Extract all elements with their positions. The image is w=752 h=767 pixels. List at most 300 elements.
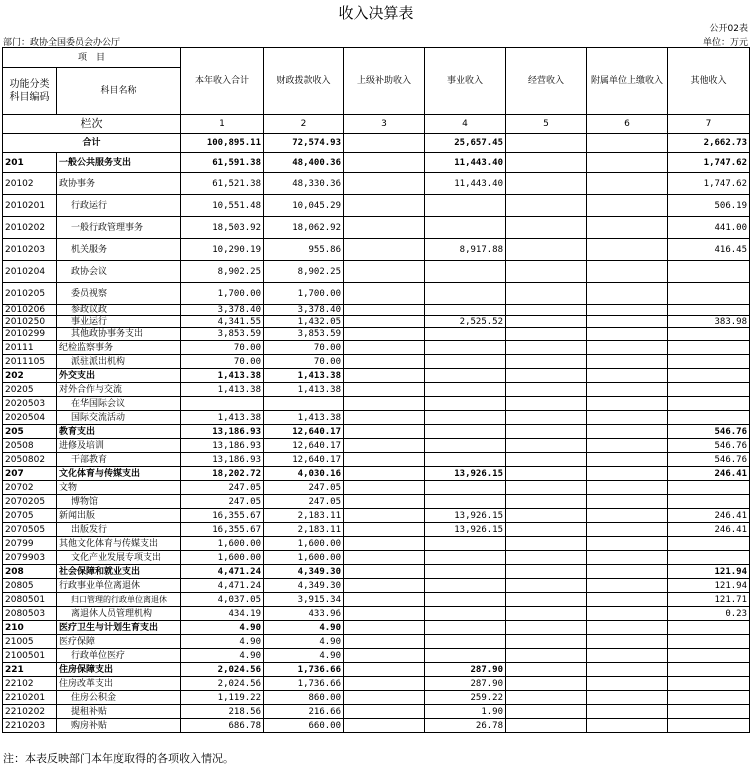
row-code: 2100501	[3, 649, 57, 663]
row-value	[668, 305, 750, 316]
row-value: 16,355.67	[181, 509, 264, 523]
row-value	[425, 328, 506, 341]
row-value	[425, 261, 506, 283]
row-value	[344, 173, 425, 195]
row-value	[587, 369, 668, 383]
row-subject-name: 纪检监察事务	[57, 341, 181, 355]
row-value: 216.66	[264, 705, 344, 719]
row-value: 4,341.55	[181, 316, 264, 328]
row-value	[425, 565, 506, 579]
row-code: 22102	[3, 677, 57, 691]
row-value	[668, 495, 750, 509]
row-value: 10,045.29	[264, 195, 344, 217]
row-value	[506, 495, 587, 509]
row-value	[587, 328, 668, 341]
row-code: 201	[3, 153, 57, 173]
row-value: 61,521.38	[181, 173, 264, 195]
header-col-5: 经营收入	[506, 48, 587, 115]
table-row	[3, 663, 750, 677]
row-value: 8,902.25	[181, 261, 264, 283]
table-row	[3, 593, 750, 607]
table-row	[3, 439, 750, 453]
row-value	[425, 355, 506, 369]
row-value: 1,413.38	[181, 369, 264, 383]
table-row	[3, 261, 750, 283]
row-value: 61,591.38	[181, 153, 264, 173]
row-value: 287.90	[425, 663, 506, 677]
row-value	[344, 217, 425, 239]
table-row	[3, 649, 750, 663]
table-row	[3, 411, 750, 425]
row-value	[506, 481, 587, 495]
row-value	[344, 621, 425, 635]
row-value: 1,747.62	[668, 173, 750, 195]
row-value	[587, 523, 668, 537]
header-item-group: 项 目	[3, 48, 181, 68]
table-row	[3, 369, 750, 383]
row-value	[425, 425, 506, 439]
row-code: 20805	[3, 579, 57, 593]
row-value	[587, 355, 668, 369]
row-subject-name: 住房公积金	[57, 691, 181, 705]
row-value: 13,186.93	[181, 425, 264, 439]
table-row	[3, 328, 750, 341]
form-code: 公开02表	[709, 24, 748, 34]
total-value	[506, 134, 587, 153]
row-value	[264, 397, 344, 411]
row-value: 1,432.05	[264, 316, 344, 328]
footnote: 注：本表反映部门本年度取得的各项收入情况。	[3, 752, 234, 765]
row-value	[587, 316, 668, 328]
row-code: 210	[3, 621, 57, 635]
row-value	[344, 283, 425, 305]
row-value	[668, 341, 750, 355]
row-value	[668, 261, 750, 283]
column-number: 4	[425, 115, 506, 134]
row-value	[587, 705, 668, 719]
row-value	[506, 593, 587, 607]
row-code: 2080501	[3, 593, 57, 607]
row-value	[344, 355, 425, 369]
row-subject-name: 国际交流活动	[57, 411, 181, 425]
row-subject-name: 医疗保障	[57, 635, 181, 649]
row-code: 2010299	[3, 328, 57, 341]
total-value: 72,574.93	[264, 134, 344, 153]
row-code: 2010250	[3, 316, 57, 328]
row-subject-name: 教育支出	[57, 425, 181, 439]
row-value: 546.76	[668, 439, 750, 453]
row-code: 21005	[3, 635, 57, 649]
row-value: 3,853.59	[181, 328, 264, 341]
row-subject-name: 住房改革支出	[57, 677, 181, 691]
row-value	[506, 705, 587, 719]
row-value: 26.78	[425, 719, 506, 733]
row-value: 48,400.36	[264, 153, 344, 173]
row-value: 121.71	[668, 593, 750, 607]
row-value	[587, 195, 668, 217]
row-value	[587, 607, 668, 621]
table-row	[3, 305, 750, 316]
row-subject-name: 归口管理的行政单位离退休	[57, 593, 181, 607]
row-value	[344, 579, 425, 593]
row-value	[344, 369, 425, 383]
row-subject-name: 机关服务	[57, 239, 181, 261]
row-value	[506, 649, 587, 663]
row-value	[506, 607, 587, 621]
row-value: 1,413.38	[181, 411, 264, 425]
row-subject-name: 在华国际会议	[57, 397, 181, 411]
row-value: 8,917.88	[425, 239, 506, 261]
row-subject-name: 行政事业单位离退休	[57, 579, 181, 593]
row-subject-name: 其他文化体育与传媒支出	[57, 537, 181, 551]
row-value: 1,413.38	[264, 383, 344, 397]
table-row	[3, 523, 750, 537]
row-value: 121.94	[668, 565, 750, 579]
column-index-label: 栏次	[3, 115, 181, 134]
table-row	[3, 565, 750, 579]
row-value	[587, 261, 668, 283]
row-code: 2010204	[3, 261, 57, 283]
column-number: 3	[344, 115, 425, 134]
row-value	[506, 691, 587, 705]
row-value	[344, 523, 425, 537]
row-value	[506, 565, 587, 579]
row-value	[344, 439, 425, 453]
row-value	[668, 621, 750, 635]
row-subject-name: 行政运行	[57, 195, 181, 217]
row-value: 433.96	[264, 607, 344, 621]
row-value: 0.23	[668, 607, 750, 621]
row-value	[587, 551, 668, 565]
row-code: 207	[3, 467, 57, 481]
row-value	[587, 411, 668, 425]
row-value	[506, 537, 587, 551]
row-value	[344, 551, 425, 565]
row-value	[344, 663, 425, 677]
row-code: 20702	[3, 481, 57, 495]
row-value: 4.90	[264, 635, 344, 649]
row-value: 955.86	[264, 239, 344, 261]
row-value	[344, 719, 425, 733]
row-value	[506, 328, 587, 341]
row-value: 686.78	[181, 719, 264, 733]
unit-label: 单位：万元	[702, 38, 748, 48]
row-code: 20102	[3, 173, 57, 195]
total-value: 2,662.73	[668, 134, 750, 153]
row-code: 208	[3, 565, 57, 579]
row-value	[668, 369, 750, 383]
row-subject-name: 住房保障支出	[57, 663, 181, 677]
row-value	[668, 383, 750, 397]
row-value	[506, 467, 587, 481]
row-value: 1,413.38	[264, 369, 344, 383]
row-value	[344, 153, 425, 173]
header-col-7: 其他收入	[668, 48, 750, 115]
row-value: 383.98	[668, 316, 750, 328]
row-value: 48,330.36	[264, 173, 344, 195]
row-subject-name: 出版发行	[57, 523, 181, 537]
row-value: 70.00	[264, 341, 344, 355]
row-value	[506, 551, 587, 565]
row-value: 13,926.15	[425, 523, 506, 537]
table-row	[3, 217, 750, 239]
column-number: 1	[181, 115, 264, 134]
header-col-3: 上级补助收入	[344, 48, 425, 115]
row-value	[668, 649, 750, 663]
row-subject-name: 外交支出	[57, 369, 181, 383]
row-value: 246.41	[668, 523, 750, 537]
row-value: 3,915.34	[264, 593, 344, 607]
row-value	[344, 495, 425, 509]
row-subject-name: 文化体育与传媒支出	[57, 467, 181, 481]
row-value	[425, 397, 506, 411]
row-code: 20205	[3, 383, 57, 397]
row-value: 1,700.00	[181, 283, 264, 305]
row-value: 434.19	[181, 607, 264, 621]
row-value: 1,600.00	[264, 537, 344, 551]
row-value	[668, 355, 750, 369]
row-code: 2010202	[3, 217, 57, 239]
row-value	[668, 411, 750, 425]
row-code: 2010206	[3, 305, 57, 316]
table-row	[3, 621, 750, 635]
row-value: 4,037.05	[181, 593, 264, 607]
row-value	[506, 425, 587, 439]
row-value: 1,413.38	[181, 383, 264, 397]
row-value	[668, 397, 750, 411]
column-number: 2	[264, 115, 344, 134]
row-value	[668, 635, 750, 649]
row-value: 2,525.52	[425, 316, 506, 328]
row-value	[587, 495, 668, 509]
row-code: 2010205	[3, 283, 57, 305]
total-value: 25,657.45	[425, 134, 506, 153]
row-value: 4,349.30	[264, 579, 344, 593]
row-value: 18,202.72	[181, 467, 264, 481]
row-value	[587, 481, 668, 495]
row-code: 205	[3, 425, 57, 439]
table-row	[3, 579, 750, 593]
row-value	[506, 316, 587, 328]
row-value: 4.90	[264, 621, 344, 635]
row-value	[506, 439, 587, 453]
row-subject-name: 一般公共服务支出	[57, 153, 181, 173]
row-value: 10,551.48	[181, 195, 264, 217]
row-value: 18,503.92	[181, 217, 264, 239]
row-value: 4.90	[181, 621, 264, 635]
row-value	[425, 411, 506, 425]
table-row	[3, 509, 750, 523]
row-subject-name: 委员视察	[57, 283, 181, 305]
row-subject-name: 新闻出版	[57, 509, 181, 523]
row-subject-name: 干部教育	[57, 453, 181, 467]
table-row	[3, 383, 750, 397]
row-value	[668, 691, 750, 705]
table-row	[3, 341, 750, 355]
row-value: 1.90	[425, 705, 506, 719]
row-code: 2070505	[3, 523, 57, 537]
income-table	[2, 47, 750, 733]
row-value	[668, 705, 750, 719]
row-value	[344, 195, 425, 217]
row-value	[425, 593, 506, 607]
row-value: 247.05	[264, 495, 344, 509]
row-value: 246.41	[668, 467, 750, 481]
row-value	[506, 663, 587, 677]
row-value	[506, 621, 587, 635]
table-row	[3, 355, 750, 369]
row-value	[506, 261, 587, 283]
row-value	[506, 719, 587, 733]
row-code: 2011105	[3, 355, 57, 369]
table-row	[3, 537, 750, 551]
row-value	[587, 283, 668, 305]
row-value	[506, 355, 587, 369]
row-value	[344, 677, 425, 691]
row-value	[344, 316, 425, 328]
row-value	[506, 369, 587, 383]
row-code: 2080503	[3, 607, 57, 621]
row-value: 4,030.16	[264, 467, 344, 481]
header-col-4: 事业收入	[425, 48, 506, 115]
column-index-row	[3, 115, 750, 134]
row-subject-name: 派驻派出机构	[57, 355, 181, 369]
row-subject-name: 政协事务	[57, 173, 181, 195]
row-value	[587, 691, 668, 705]
table-row	[3, 195, 750, 217]
row-value: 4,471.24	[181, 579, 264, 593]
row-value	[425, 649, 506, 663]
row-value	[506, 635, 587, 649]
row-value	[587, 173, 668, 195]
row-value: 13,186.93	[181, 453, 264, 467]
row-value	[587, 719, 668, 733]
row-value	[506, 509, 587, 523]
row-value	[425, 305, 506, 316]
row-code: 2010203	[3, 239, 57, 261]
row-value	[425, 537, 506, 551]
header-col-1: 本年收入合计	[181, 48, 264, 115]
row-subject-name: 事业运行	[57, 316, 181, 328]
row-value: 246.41	[668, 509, 750, 523]
row-value: 2,024.56	[181, 677, 264, 691]
row-code: 20799	[3, 537, 57, 551]
row-value: 416.45	[668, 239, 750, 261]
row-code: 2050802	[3, 453, 57, 467]
row-value	[181, 397, 264, 411]
row-value	[344, 607, 425, 621]
row-value	[344, 467, 425, 481]
row-value	[425, 341, 506, 355]
row-value	[506, 411, 587, 425]
row-value: 1,119.22	[181, 691, 264, 705]
row-value: 4.90	[181, 635, 264, 649]
row-value	[506, 677, 587, 691]
row-value	[587, 649, 668, 663]
row-value: 13,926.15	[425, 467, 506, 481]
row-code: 20705	[3, 509, 57, 523]
row-value	[425, 453, 506, 467]
row-value: 1,413.38	[264, 411, 344, 425]
row-value	[344, 537, 425, 551]
row-code: 2210202	[3, 705, 57, 719]
row-value	[587, 341, 668, 355]
row-value: 4.90	[181, 649, 264, 663]
row-value	[668, 481, 750, 495]
row-value	[587, 425, 668, 439]
row-value: 2,183.11	[264, 523, 344, 537]
row-value: 1,736.66	[264, 663, 344, 677]
row-value	[587, 579, 668, 593]
row-code: 2210201	[3, 691, 57, 705]
row-value: 8,902.25	[264, 261, 344, 283]
table-row	[3, 635, 750, 649]
row-value	[344, 453, 425, 467]
row-subject-name: 一般行政管理事务	[57, 217, 181, 239]
row-value	[506, 239, 587, 261]
column-number: 7	[668, 115, 750, 134]
row-value	[587, 153, 668, 173]
row-code: 2020504	[3, 411, 57, 425]
row-value	[587, 239, 668, 261]
table-row	[3, 425, 750, 439]
row-value: 1,736.66	[264, 677, 344, 691]
row-value	[425, 439, 506, 453]
row-subject-name: 文物	[57, 481, 181, 495]
row-value	[425, 607, 506, 621]
row-value	[425, 551, 506, 565]
row-value	[668, 328, 750, 341]
table-row	[3, 705, 750, 719]
total-value	[344, 134, 425, 153]
row-value: 12,640.17	[264, 439, 344, 453]
row-value	[668, 537, 750, 551]
row-subject-name: 进修及培训	[57, 439, 181, 453]
row-value: 70.00	[181, 355, 264, 369]
row-value: 2,024.56	[181, 663, 264, 677]
header-col-6: 附属单位上缴收入	[587, 48, 668, 115]
row-value	[344, 565, 425, 579]
row-value	[587, 537, 668, 551]
row-code: 20111	[3, 341, 57, 355]
row-value	[506, 173, 587, 195]
row-value	[587, 635, 668, 649]
table-row	[3, 719, 750, 733]
row-value	[344, 705, 425, 719]
row-value	[344, 261, 425, 283]
row-value	[506, 453, 587, 467]
row-value	[344, 411, 425, 425]
row-subject-name: 文化产业发展专项支出	[57, 551, 181, 565]
row-value	[587, 467, 668, 481]
row-value: 1,747.62	[668, 153, 750, 173]
row-value: 11,443.40	[425, 153, 506, 173]
table-row	[3, 239, 750, 261]
row-value: 11,443.40	[425, 173, 506, 195]
row-value	[344, 593, 425, 607]
table-row	[3, 453, 750, 467]
row-value	[506, 217, 587, 239]
row-value: 546.76	[668, 453, 750, 467]
row-value: 2,183.11	[264, 509, 344, 523]
row-value: 18,062.92	[264, 217, 344, 239]
row-value	[506, 397, 587, 411]
table-row	[3, 691, 750, 705]
row-value	[506, 341, 587, 355]
row-value: 506.19	[668, 195, 750, 217]
row-code: 221	[3, 663, 57, 677]
row-value: 287.90	[425, 677, 506, 691]
